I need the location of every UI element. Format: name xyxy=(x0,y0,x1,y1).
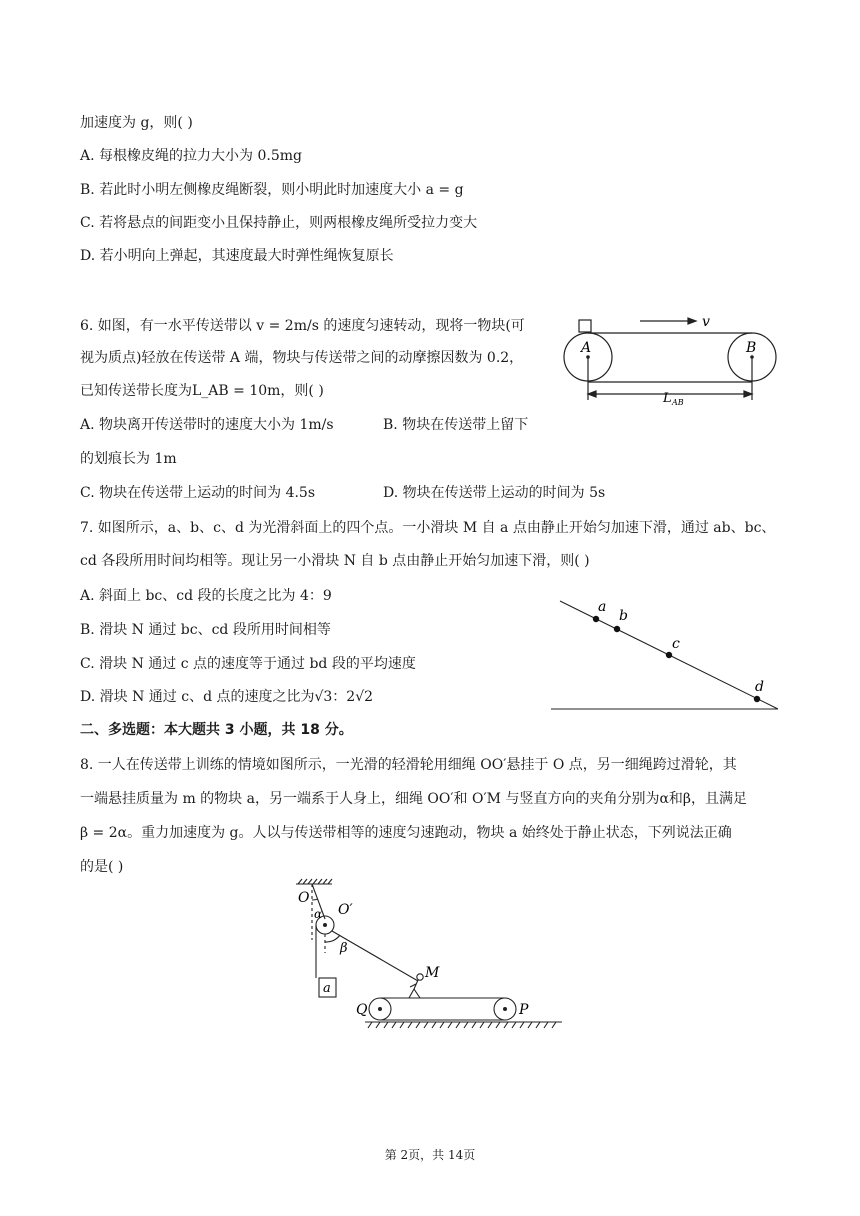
q7-option-d: D. 滑块 N 通过 c、d 点的速度之比为√3：2√2 xyxy=(80,689,374,705)
ground-hatch xyxy=(368,1022,556,1028)
q5-option-b: B. 若此时小明左侧橡皮绳断裂，则小明此时加速度大小 a = g xyxy=(80,182,464,198)
point-c xyxy=(666,652,672,658)
label-l: L xyxy=(663,391,672,406)
q5-option-d: D. 若小明向上弹起，其速度最大时弹性绳恢复原长 xyxy=(80,248,394,264)
q6-option-d: D. 物块在传送带上运动的时间为 5s xyxy=(383,485,606,501)
q6-option-a: A. 物块离开传送带时的速度大小为 1m/s xyxy=(80,417,334,433)
q6-conveyor-figure xyxy=(560,310,790,410)
label-point-c: c xyxy=(672,636,680,652)
label-point-b: b xyxy=(619,608,628,624)
label-beta: β xyxy=(340,941,348,956)
q5-option-a: A. 每根橡皮绳的拉力大小为 0.5mg xyxy=(80,148,302,164)
label-point-a: a xyxy=(598,599,607,615)
q6-stem-line-3: 已知传送带长度为L_AB = 10m，则( ) xyxy=(80,383,324,399)
q8-stem-line-2: 一端悬挂质量为 m 的物块 a，另一端系于人身上，细绳 OO′和 O′M 与竖直方向的夹角分别为α和β，且满足 xyxy=(80,791,747,807)
q6-option-c: C. 物块在传送带上运动的时间为 4.5s xyxy=(80,485,316,501)
label-v: v xyxy=(702,314,710,330)
point-a xyxy=(593,616,599,622)
label-point-d: d xyxy=(755,679,764,695)
point-d xyxy=(754,696,760,702)
label-o-prime: O′ xyxy=(338,902,353,918)
page-footer: 第 2页，共 14页 xyxy=(384,1148,476,1162)
q5-option-c: C. 若将悬点的间距变小且保持静止，则两根橡皮绳所受拉力变大 xyxy=(80,215,478,231)
point-b xyxy=(614,626,620,632)
q7-stem-line-2: cd 各段所用时间均相等。现让另一小滑块 N 自 b 点由静止开始匀加速下滑，则( ) xyxy=(80,553,590,569)
q8-pulley-figure xyxy=(290,878,570,1038)
q6-option-b: B. 物块在传送带上留下 xyxy=(383,417,529,433)
q6-option-b-cont: 的划痕长为 1m xyxy=(80,451,177,467)
label-p: P xyxy=(519,1002,529,1018)
q7-option-b: B. 滑块 N 通过 bc、cd 段所用时间相等 xyxy=(80,622,331,638)
label-alpha: α xyxy=(314,907,323,921)
person-head xyxy=(417,974,423,980)
q7-incline-figure xyxy=(548,595,783,715)
q7-option-c: C. 滑块 N 通过 c 点的速度等于通过 bd 段的平均速度 xyxy=(80,656,416,672)
q8-stem-line-4: 的是( ) xyxy=(80,859,124,875)
q7-option-a: A. 斜面上 bc、cd 段的长度之比为 4：9 xyxy=(80,588,332,604)
label-m: M xyxy=(425,965,440,981)
q7-stem-line-1: 7. 如图所示，a、b、c、d 为光滑斜面上的四个点。一小滑块 M 自 a 点由静止开始匀加速下滑，通过 ab、bc、 xyxy=(80,520,776,536)
label-l-sub: AB xyxy=(672,398,684,407)
label-block-a: a xyxy=(323,981,331,996)
block-square xyxy=(579,320,591,332)
q8-stem-line-1: 8. 一人在传送带上训练的情境如图所示，一光滑的轻滑轮用细绳 OO′悬挂于 O 点，另一细绳跨过滑轮，其 xyxy=(80,757,737,773)
section-heading-multiple-choice: 二、多选题：本大题共 3 小题，共 18 分。 xyxy=(80,722,353,738)
q5-stem-end: 加速度为 g，则( ) xyxy=(80,115,193,131)
q6-stem-line-1: 6. 如图，有一水平传送带以 v = 2m/s 的速度匀速转动，现将一物块(可 xyxy=(80,318,525,334)
label-q: Q xyxy=(356,1002,368,1018)
label-a: A xyxy=(581,340,592,356)
q8-stem-line-3: β = 2α。重力加速度为 g。人以与传送带相等的速度匀速跑动，物块 a 始终处于静止状态，下列说法正确 xyxy=(80,825,732,841)
ceiling-hatch xyxy=(298,879,332,884)
q6-stem-line-2: 视为质点)轻放在传送带 A 端，物块与传送带之间的动摩擦因数为 0.2， xyxy=(80,350,524,366)
label-o: O xyxy=(298,890,310,906)
label-b: B xyxy=(746,340,757,356)
